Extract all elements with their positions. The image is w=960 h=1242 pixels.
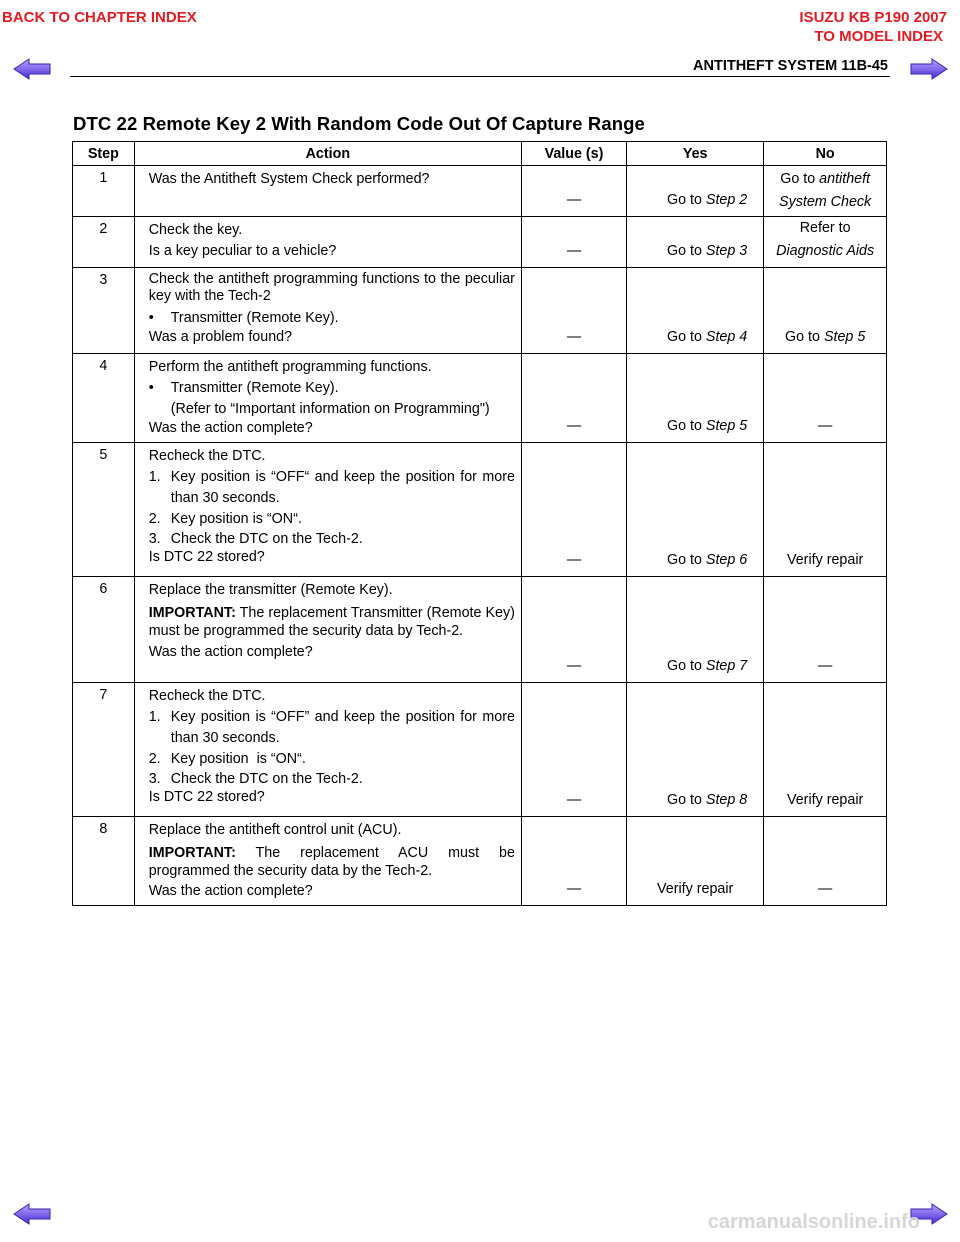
action-question: Is DTC 22 stored?	[148, 789, 265, 805]
yes-cell: Verify repair	[627, 817, 764, 906]
yes-step-link[interactable]: Step 8	[705, 792, 748, 808]
go-to-text: Go to	[666, 243, 702, 259]
yes-cell	[627, 354, 764, 443]
action-text: Recheck the DTC.	[148, 448, 266, 464]
action-cell	[134, 217, 521, 268]
action-cell	[134, 577, 521, 683]
table-row	[73, 577, 887, 683]
action-text: Check the key.	[148, 222, 243, 238]
to-model-index-link[interactable]: TO MODEL INDEX	[814, 28, 943, 45]
action-bullet: • Transmitter (Remote Key).	[148, 310, 339, 326]
go-to-text: Go to	[666, 658, 702, 674]
action-question: Was a problem found?	[148, 329, 293, 345]
table-header-row	[73, 142, 887, 166]
header-no: No	[764, 142, 887, 166]
next-page-arrow-icon[interactable]	[910, 58, 948, 80]
no-cell: Verify repair	[764, 443, 887, 577]
value-cell: —	[521, 817, 626, 906]
no-target-text-2: System Check	[779, 194, 872, 210]
previous-page-arrow-icon[interactable]	[13, 58, 51, 80]
no-cell	[764, 217, 887, 268]
table-row	[73, 354, 887, 443]
value-cell: —	[521, 217, 626, 268]
table-row	[73, 443, 887, 577]
action-text: Replace the transmitter (Remote Key).	[148, 582, 393, 598]
action-step-2: 2. Key position is “ON“.	[148, 511, 302, 527]
go-to-text: Go to	[666, 418, 702, 434]
table-row	[73, 268, 887, 354]
yes-cell	[627, 577, 764, 683]
action-step-2: 2. Key position is “ON“.	[148, 751, 306, 767]
model-title-link[interactable]: ISUZU KB P190 2007	[799, 9, 947, 26]
yes-step-link[interactable]: Step 5	[705, 418, 748, 434]
action-cell	[134, 354, 521, 443]
yes-cell	[627, 268, 764, 354]
no-cell: —	[764, 577, 887, 683]
page-title: DTC 22 Remote Key 2 With Random Code Out Of Capture Range	[73, 113, 645, 134]
diagnostic-table	[72, 141, 887, 906]
no-cell: —	[764, 817, 887, 906]
action-text: Replace the antitheft control unit (ACU).	[148, 822, 402, 838]
action-cell	[134, 166, 521, 217]
header-rule	[70, 76, 890, 77]
yes-step-link[interactable]: Step 3	[705, 243, 748, 259]
header-value: Value (s)	[521, 142, 626, 166]
no-step-link[interactable]: Step 5	[823, 329, 866, 345]
table-row	[73, 166, 887, 217]
action-question: Was the action complete?	[148, 644, 313, 660]
go-to-text: Go to	[666, 792, 702, 808]
yes-cell	[627, 166, 764, 217]
no-cell	[764, 166, 887, 217]
action-text: Recheck the DTC.	[148, 688, 266, 704]
action-note: (Refer to “Important information on Programming")	[170, 401, 490, 417]
step-cell: 8	[73, 817, 135, 906]
yes-step-link[interactable]: Step 2	[705, 192, 748, 208]
header-action: Action	[134, 142, 521, 166]
yes-step-link[interactable]: Step 6	[705, 552, 748, 568]
action-question: Is a key peculiar to a vehicle?	[148, 243, 337, 259]
no-go-to-text: Go to	[784, 329, 820, 345]
action-cell	[134, 683, 521, 817]
action-text: Check the antitheft programming functions to the peculiar key with the Tech-2	[148, 271, 515, 304]
action-text: Perform the antitheft programming functions.	[148, 359, 432, 375]
yes-cell	[627, 683, 764, 817]
step-cell: 1	[73, 166, 135, 217]
step-cell: 4	[73, 354, 135, 443]
value-cell: —	[521, 354, 626, 443]
no-cell: Verify repair	[764, 683, 887, 817]
header-step: Step	[73, 142, 135, 166]
action-step-1: 1. Key position is “OFF“ and keep the position for more than 30 seconds.	[148, 469, 515, 506]
value-cell: —	[521, 683, 626, 817]
action-cell	[134, 443, 521, 577]
step-cell: 5	[73, 443, 135, 577]
action-step-3: 3. Check the DTC on the Tech-2.	[148, 771, 363, 787]
action-important: IMPORTANT: The replacement Transmitter (Remote Key) must be programmed the security data by Tech-2.	[148, 605, 515, 639]
step-cell: 3	[73, 268, 135, 354]
watermark: carmanualsonline.info	[707, 1211, 920, 1233]
yes-cell	[627, 217, 764, 268]
action-step-3: 3. Check the DTC on the Tech-2.	[148, 531, 363, 547]
go-to-text: Go to	[666, 552, 702, 568]
table-row	[73, 817, 887, 906]
page-header: ANTITHEFT SYSTEM 11B-45	[693, 58, 888, 74]
no-target-text: antitheft	[819, 171, 871, 187]
yes-step-link[interactable]: Step 7	[705, 658, 748, 674]
previous-page-arrow-bottom-icon[interactable]	[13, 1203, 51, 1225]
back-to-chapter-index-link[interactable]: BACK TO CHAPTER INDEX	[2, 9, 197, 26]
step-cell: 2	[73, 217, 135, 268]
action-question: Was the action complete?	[148, 420, 313, 436]
yes-step-link[interactable]: Step 4	[705, 329, 748, 345]
go-to-text: Go to	[666, 192, 702, 208]
step-cell: 6	[73, 577, 135, 683]
action-important: IMPORTANT: The replacement ACU must be programmed the security data by the Tech-2.	[148, 845, 515, 879]
action-text: Was the Antitheft System Check performed?	[148, 171, 430, 187]
action-question: Was the action complete?	[148, 883, 313, 899]
value-cell: —	[521, 268, 626, 354]
header-yes: Yes	[627, 142, 764, 166]
table-row	[73, 683, 887, 817]
yes-cell	[627, 443, 764, 577]
value-cell: —	[521, 166, 626, 217]
no-cell: —	[764, 354, 887, 443]
no-text: Refer to	[799, 220, 851, 236]
action-step-1: 1. Key position is “OFF” and keep the position for more than 30 seconds.	[148, 709, 515, 746]
value-cell: —	[521, 577, 626, 683]
no-cell	[764, 268, 887, 354]
no-go-to-text: Go to	[780, 171, 816, 187]
step-cell: 7	[73, 683, 135, 817]
action-cell	[134, 817, 521, 906]
action-cell	[134, 268, 521, 354]
go-to-text: Go to	[666, 329, 702, 345]
action-bullet: • Transmitter (Remote Key).	[148, 380, 339, 396]
table-row	[73, 217, 887, 268]
value-cell: —	[521, 443, 626, 577]
action-question: Is DTC 22 stored?	[148, 549, 265, 565]
no-target-text: Diagnostic Aids	[776, 243, 875, 259]
